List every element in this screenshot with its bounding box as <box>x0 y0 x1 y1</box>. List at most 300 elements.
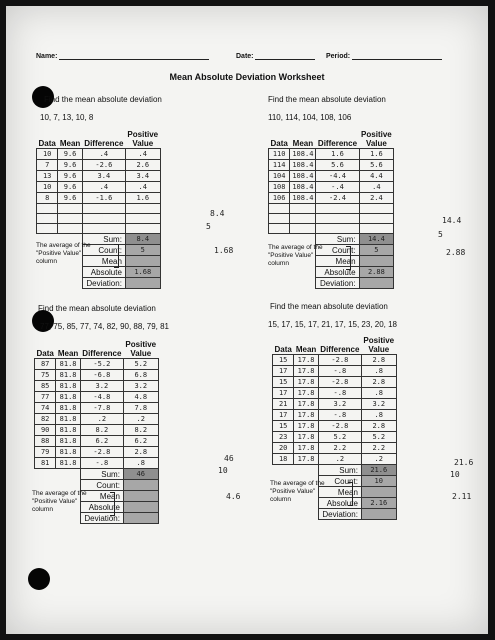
problem-2-numbers: 110, 114, 104, 108, 106 <box>268 113 352 122</box>
summary-value-deviation-label <box>123 513 158 524</box>
mean-cell: 17.8 <box>294 454 318 465</box>
mean-cell: 17.8 <box>294 410 318 421</box>
problem-4-numbers: 15, 17, 15, 17, 21, 17, 15, 23, 20, 18 <box>268 320 397 329</box>
summary-value-mean-label <box>125 256 160 267</box>
problem-1-average-note <box>36 242 91 266</box>
problem-3-prompt: Find the mean absolute deviation <box>38 304 156 313</box>
data-cell: 8 <box>37 193 58 204</box>
header-value: Value <box>368 345 390 354</box>
summary-label-mean-label: Mean <box>316 256 359 267</box>
positive-value-cell: 6.2 <box>123 436 158 447</box>
worksheet-page <box>6 6 488 634</box>
summary-label-count: Count: <box>82 245 125 256</box>
table-row <box>273 454 397 465</box>
problem-4-prompt: Find the mean absolute deviation <box>270 302 388 311</box>
summary-row-sum <box>35 469 159 480</box>
difference-cell: .4 <box>82 182 125 193</box>
average-note-line: The average of the <box>268 244 323 251</box>
difference-cell: 8.2 <box>80 425 123 436</box>
mean-cell: 17.8 <box>294 366 318 377</box>
positive-value-cell: 2.8 <box>361 355 396 366</box>
positive-value-cell: 8.2 <box>123 425 158 436</box>
data-cell: 108 <box>269 182 290 193</box>
table-row <box>269 160 394 171</box>
problem-1-prompt: Find the mean absolute deviation <box>44 95 162 104</box>
table-row-empty <box>37 214 161 224</box>
summary-value-count: 5 <box>359 245 394 256</box>
average-note-line: The average of the <box>32 490 87 497</box>
table-row <box>273 366 397 377</box>
data-cell: 13 <box>37 171 58 182</box>
problem-1-side-mad: 1.68 <box>214 246 234 255</box>
summary-value-mad: 2.16 <box>361 498 396 509</box>
mean-cell: 108.4 <box>290 193 316 204</box>
date-field <box>236 52 315 60</box>
problem-1-numbers: 10, 7, 13, 10, 8 <box>40 113 94 122</box>
empty-cell <box>316 224 359 234</box>
positive-value-cell: .4 <box>125 149 160 160</box>
mean-cell: 108.4 <box>290 160 316 171</box>
punch-hole-bottom <box>28 568 50 590</box>
mean-cell: 9.6 <box>58 182 82 193</box>
data-cell: 110 <box>269 149 290 160</box>
summary-value-count <box>123 480 158 491</box>
summary-label-sum: Sum: <box>318 465 361 476</box>
positive-value-cell: 7.8 <box>123 403 158 414</box>
data-cell: 18 <box>273 454 294 465</box>
summary-row-count <box>35 480 159 491</box>
difference-cell: 5.6 <box>316 160 359 171</box>
table-row <box>269 149 394 160</box>
empty-cell <box>290 224 316 234</box>
difference-cell: -1.6 <box>82 193 125 204</box>
positive-value-cell: 3.2 <box>361 399 396 410</box>
problem-3-average-note <box>32 490 87 514</box>
summary-label-count: Count: <box>318 476 361 487</box>
difference-cell: -.8 <box>318 388 361 399</box>
problem-1-side-sum: 8.4 <box>210 209 225 218</box>
summary-label-deviation-label: Deviation: <box>318 509 361 520</box>
difference-cell: .4 <box>82 149 125 160</box>
summary-label-sum: Sum: <box>80 469 123 480</box>
empty-cell <box>316 214 359 224</box>
header-value: Value <box>365 139 387 148</box>
summary-spacer <box>269 278 316 289</box>
table-row-empty <box>37 204 161 214</box>
positive-value-cell: 2.6 <box>125 160 160 171</box>
positive-value-cell: .8 <box>361 366 396 377</box>
empty-cell <box>290 214 316 224</box>
data-cell: 20 <box>273 443 294 454</box>
difference-cell: .2 <box>318 454 361 465</box>
problem-2-average-note <box>268 244 323 268</box>
problem-4-side-sum: 21.6 <box>454 458 474 467</box>
data-cell: 90 <box>35 425 56 436</box>
table-row <box>273 355 397 366</box>
column-header-mean: Mean <box>292 139 314 148</box>
empty-cell <box>37 214 58 224</box>
mean-cell: 9.6 <box>58 171 82 182</box>
mean-cell: 9.6 <box>58 160 82 171</box>
empty-cell <box>82 224 125 234</box>
summary-spacer <box>35 469 81 480</box>
positive-value-cell: 1.6 <box>125 193 160 204</box>
average-note-line: column <box>36 258 57 265</box>
empty-cell <box>58 214 82 224</box>
summary-label-sum: Sum: <box>82 234 125 245</box>
empty-cell <box>269 214 290 224</box>
empty-cell <box>58 224 82 234</box>
name-label: Name: <box>36 53 58 60</box>
problem-2-side-mad: 2.88 <box>446 248 466 257</box>
table-row <box>35 359 159 370</box>
empty-cell <box>316 204 359 214</box>
mean-cell: 108.4 <box>290 171 316 182</box>
mean-cell: 81.8 <box>56 425 80 436</box>
summary-label-mad: Absolute <box>82 267 125 278</box>
average-note-line: "Positive Value" <box>36 250 82 257</box>
mean-cell: 81.8 <box>56 436 80 447</box>
difference-cell: -4.8 <box>80 392 123 403</box>
date-blank-line <box>255 52 315 60</box>
problem-2-prompt: Find the mean absolute deviation <box>268 95 386 104</box>
empty-cell <box>58 204 82 214</box>
mean-cell: 108.4 <box>290 149 316 160</box>
table-row <box>35 381 159 392</box>
data-cell: 87 <box>35 359 56 370</box>
problem-3-numbers: 77, 75, 85, 77, 74, 82, 90, 88, 79, 81 <box>40 322 169 331</box>
mean-cell: 17.8 <box>294 421 318 432</box>
difference-cell: 3.2 <box>80 381 123 392</box>
summary-row-sum <box>273 465 397 476</box>
mean-cell: 17.8 <box>294 399 318 410</box>
empty-cell <box>125 204 160 214</box>
average-note-line: column <box>268 260 289 267</box>
difference-cell: -7.8 <box>80 403 123 414</box>
mean-cell: 81.8 <box>56 381 80 392</box>
table-row <box>273 432 397 443</box>
positive-value-cell: 5.2 <box>361 432 396 443</box>
table-row-empty <box>269 224 394 234</box>
summary-label-mean-label: Mean <box>318 487 361 498</box>
difference-cell: -2.8 <box>318 377 361 388</box>
difference-cell: -.8 <box>318 366 361 377</box>
summary-value-count: 10 <box>361 476 396 487</box>
empty-cell <box>359 204 394 214</box>
data-cell: 15 <box>273 355 294 366</box>
table-row <box>37 149 161 160</box>
summary-label-deviation-label: Deviation: <box>316 278 359 289</box>
column-header-data: Data <box>270 139 288 148</box>
mean-cell: 81.8 <box>56 414 80 425</box>
table-row-empty <box>269 214 394 224</box>
positive-value-cell: .4 <box>125 182 160 193</box>
mean-cell: 9.6 <box>58 193 82 204</box>
difference-cell: -5.2 <box>80 359 123 370</box>
problem-3-side-sum: 46 <box>224 454 234 463</box>
table-row <box>269 193 394 204</box>
difference-cell: -.4 <box>316 182 359 193</box>
summary-row-sum <box>269 234 394 245</box>
name-blank-line <box>59 52 209 60</box>
period-field <box>326 52 442 60</box>
mean-cell: 81.8 <box>56 403 80 414</box>
table-row <box>273 421 397 432</box>
summary-value-mean-label <box>123 491 158 502</box>
column-header-data: Data <box>38 139 56 148</box>
difference-cell: .2 <box>80 414 123 425</box>
difference-cell: 2.2 <box>318 443 361 454</box>
table-row <box>273 443 397 454</box>
problem-3-side-count: 10 <box>218 466 228 475</box>
positive-value-cell: .4 <box>359 182 394 193</box>
data-cell: 17 <box>273 388 294 399</box>
header-positive: Positive <box>127 130 159 139</box>
summary-value-sum: 46 <box>123 469 158 480</box>
summary-value-deviation-label <box>361 509 396 520</box>
data-cell: 106 <box>269 193 290 204</box>
summary-spacer <box>269 234 316 245</box>
positive-value-cell: 2.2 <box>361 443 396 454</box>
table-row <box>35 436 159 447</box>
problem-1-side-count: 5 <box>206 222 211 231</box>
column-header-positive-value <box>359 130 394 149</box>
column-header-data: Data <box>36 349 54 358</box>
date-label: Date: <box>236 53 254 60</box>
positive-value-cell: .2 <box>123 414 158 425</box>
summary-value-sum: 14.4 <box>359 234 394 245</box>
average-note-line: column <box>32 506 53 513</box>
summary-spacer <box>35 480 81 491</box>
table-row <box>35 447 159 458</box>
table-row <box>37 171 161 182</box>
data-cell: 82 <box>35 414 56 425</box>
empty-cell <box>37 224 58 234</box>
data-cell: 10 <box>37 182 58 193</box>
empty-cell <box>269 204 290 214</box>
column-header-positive-value <box>361 336 396 355</box>
column-header-difference: Difference <box>84 139 124 148</box>
table-row-empty <box>269 204 394 214</box>
column-header-mean: Mean <box>59 139 81 148</box>
difference-cell: -2.8 <box>318 421 361 432</box>
table-row <box>37 193 161 204</box>
difference-cell: 5.2 <box>318 432 361 443</box>
mean-cell: 17.8 <box>294 377 318 388</box>
table-row <box>35 370 159 381</box>
empty-cell <box>82 214 125 224</box>
summary-value-deviation-label <box>359 278 394 289</box>
positive-value-cell: .8 <box>361 410 396 421</box>
average-note-line: "Positive Value" <box>270 488 316 495</box>
worksheet-title: Mean Absolute Deviation Worksheet <box>169 72 325 82</box>
problem-3-side-mad: 4.6 <box>226 492 241 501</box>
mean-cell: 81.8 <box>56 458 80 469</box>
header-positive: Positive <box>361 130 392 139</box>
summary-label-count: Count: <box>80 480 123 491</box>
header-positive: Positive <box>125 340 157 349</box>
summary-value-mean-label <box>361 487 396 498</box>
table-row <box>273 399 397 410</box>
summary-value-sum: 8.4 <box>125 234 160 245</box>
column-header-positive-value <box>125 130 160 149</box>
summary-value-count: 5 <box>125 245 160 256</box>
mean-cell: 17.8 <box>294 388 318 399</box>
summary-row-deviation-label <box>35 513 159 524</box>
summary-label-mean-label: Mean <box>82 256 125 267</box>
problem-2-side-sum: 14.4 <box>442 216 462 225</box>
positive-value-cell: 1.6 <box>359 149 394 160</box>
positive-value-cell: 2.8 <box>123 447 158 458</box>
summary-value-mean-label <box>359 256 394 267</box>
table-row <box>273 410 397 421</box>
positive-value-cell: 2.4 <box>359 193 394 204</box>
column-header-data: Data <box>274 345 292 354</box>
table-row <box>37 160 161 171</box>
data-cell: 104 <box>269 171 290 182</box>
difference-cell: -2.6 <box>82 160 125 171</box>
data-cell: 10 <box>37 149 58 160</box>
summary-value-mad: 2.88 <box>359 267 394 278</box>
data-cell: 7 <box>37 160 58 171</box>
summary-row-deviation-label <box>37 278 161 289</box>
data-cell: 17 <box>273 410 294 421</box>
empty-cell <box>125 224 160 234</box>
mean-cell: 81.8 <box>56 359 80 370</box>
difference-cell: 3.2 <box>318 399 361 410</box>
empty-cell <box>359 214 394 224</box>
positive-value-cell: .8 <box>123 458 158 469</box>
summary-label-mean-label: Mean <box>80 491 123 502</box>
empty-cell <box>359 224 394 234</box>
data-cell: 77 <box>35 392 56 403</box>
mean-cell: 81.8 <box>56 392 80 403</box>
summary-spacer <box>37 267 83 278</box>
average-note-line: column <box>270 496 291 503</box>
table-row <box>35 403 159 414</box>
average-note-line: The average of the <box>270 480 325 487</box>
positive-value-cell: .2 <box>361 454 396 465</box>
positive-value-cell: .8 <box>361 388 396 399</box>
column-header-positive-value <box>123 340 158 359</box>
difference-cell: -2.8 <box>318 355 361 366</box>
positive-value-cell: 6.8 <box>123 370 158 381</box>
positive-value-cell: 4.4 <box>359 171 394 182</box>
summary-label-sum: Sum: <box>316 234 359 245</box>
table-row <box>35 414 159 425</box>
difference-cell: -.8 <box>318 410 361 421</box>
mean-cell: 81.8 <box>56 370 80 381</box>
table-row <box>35 458 159 469</box>
summary-row-deviation-label <box>269 278 394 289</box>
difference-cell: 1.6 <box>316 149 359 160</box>
positive-value-cell: 4.8 <box>123 392 158 403</box>
table-row <box>269 171 394 182</box>
data-cell: 17 <box>273 366 294 377</box>
table-row <box>269 182 394 193</box>
name-field <box>36 52 209 60</box>
column-header-difference: Difference <box>317 139 358 148</box>
empty-cell <box>82 204 125 214</box>
problem-2-side-count: 5 <box>438 230 443 239</box>
mean-cell: 17.8 <box>294 432 318 443</box>
bracket-mark <box>346 246 351 270</box>
column-header-difference: Difference <box>320 345 360 354</box>
difference-cell: 6.2 <box>80 436 123 447</box>
difference-cell: -2.8 <box>80 447 123 458</box>
summary-spacer <box>269 267 316 278</box>
table-row <box>37 182 161 193</box>
summary-spacer <box>273 509 319 520</box>
summary-value-deviation-label <box>125 278 160 289</box>
average-note-line: The average of the <box>36 242 91 249</box>
difference-cell: -2.4 <box>316 193 359 204</box>
summary-label-mad: Absolute <box>80 502 123 513</box>
positive-value-cell: 3.2 <box>123 381 158 392</box>
difference-cell: 3.4 <box>82 171 125 182</box>
data-cell: 15 <box>273 421 294 432</box>
data-cell: 74 <box>35 403 56 414</box>
positive-value-cell: 2.8 <box>361 421 396 432</box>
bracket-mark <box>348 482 353 506</box>
summary-spacer <box>37 278 83 289</box>
summary-label-deviation-label: Deviation: <box>80 513 123 524</box>
summary-spacer <box>273 465 319 476</box>
positive-value-cell: 3.4 <box>125 171 160 182</box>
difference-cell: -6.8 <box>80 370 123 381</box>
positive-value-cell: 5.6 <box>359 160 394 171</box>
mean-cell: 9.6 <box>58 149 82 160</box>
empty-cell <box>290 204 316 214</box>
table-row <box>273 377 397 388</box>
difference-cell: -4.4 <box>316 171 359 182</box>
header-value: Value <box>130 349 152 358</box>
summary-row-mad <box>269 267 394 278</box>
data-cell: 23 <box>273 432 294 443</box>
empty-cell <box>125 214 160 224</box>
column-header-mean: Mean <box>295 345 317 354</box>
summary-value-mad <box>123 502 158 513</box>
summary-value-sum: 21.6 <box>361 465 396 476</box>
average-note-line: "Positive Value" <box>32 498 78 505</box>
summary-row-deviation-label <box>273 509 397 520</box>
table-row-empty <box>37 224 161 234</box>
mean-cell: 17.8 <box>294 443 318 454</box>
positive-value-cell: 2.8 <box>361 377 396 388</box>
summary-label-deviation-label: Deviation: <box>82 278 125 289</box>
column-header-mean: Mean <box>57 349 79 358</box>
problem-4-average-note <box>270 480 325 504</box>
data-cell: 21 <box>273 399 294 410</box>
problem-4-side-mad: 2.11 <box>452 492 472 501</box>
mean-cell: 108.4 <box>290 182 316 193</box>
period-blank-line <box>352 52 442 60</box>
header-value: Value <box>132 139 154 148</box>
data-cell: 114 <box>269 160 290 171</box>
data-cell: 85 <box>35 381 56 392</box>
mean-cell: 81.8 <box>56 447 80 458</box>
positive-value-cell: 5.2 <box>123 359 158 370</box>
problem-4-side-count: 10 <box>450 470 460 479</box>
bracket-mark <box>110 492 115 516</box>
period-label: Period: <box>326 53 351 60</box>
data-cell: 15 <box>273 377 294 388</box>
summary-row-mad <box>37 267 161 278</box>
average-note-line: "Positive Value" <box>268 252 314 259</box>
data-cell: 81 <box>35 458 56 469</box>
summary-label-mad: Absolute <box>316 267 359 278</box>
summary-value-mad: 1.68 <box>125 267 160 278</box>
